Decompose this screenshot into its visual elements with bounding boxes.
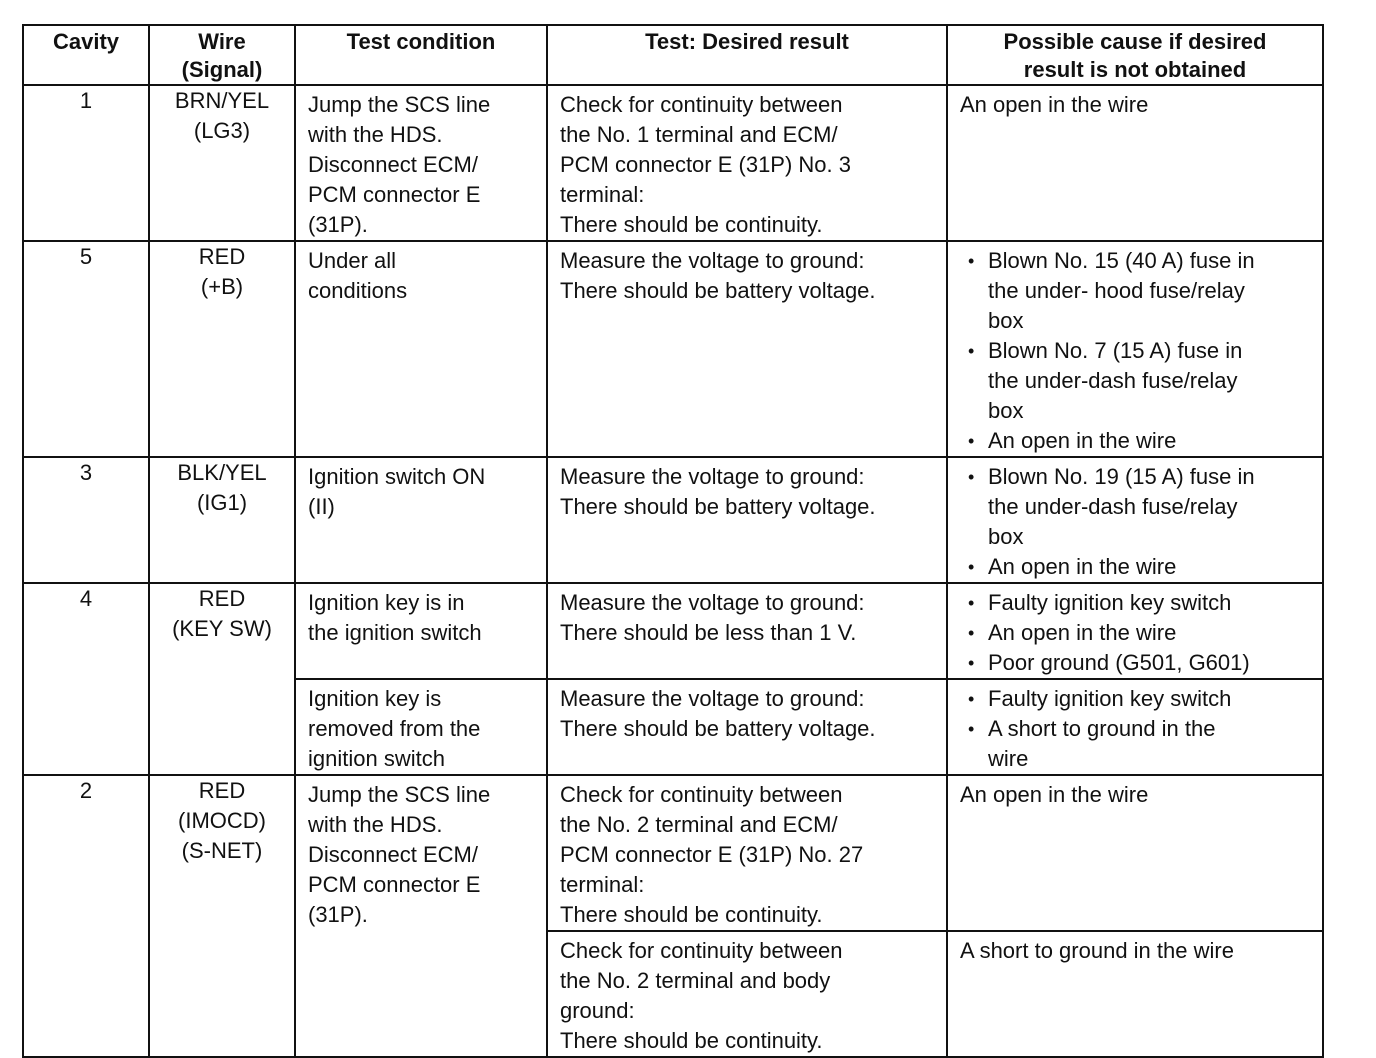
wire-cell: BLK/YEL (IG1) (149, 457, 295, 583)
header-cavity: Cavity (23, 25, 149, 85)
table-row (23, 583, 1323, 679)
wire-cell: RED (IMOCD) (S-NET) (149, 775, 295, 1057)
cause-item: • An open in the wire (966, 426, 1316, 456)
condition-cell: Under all conditions (295, 241, 547, 457)
result-cell: Check for continuity between the No. 2 terminal and ECM/ PCM connector E (31P) No. 27 terminal: There should be continuity. (547, 775, 947, 931)
wire-cell: RED (+B) (149, 241, 295, 457)
header-possible-cause: Possible cause if desired result is not obtained (947, 25, 1323, 85)
cavity-cell: 4 (23, 583, 149, 775)
cause-cell: A short to ground in the wire (947, 931, 1323, 1057)
cavity-cell: 1 (23, 85, 149, 241)
cause-item: • Blown No. 15 (40 A) fuse in the under- hood fuse/relay box (966, 246, 1316, 336)
table-row (23, 85, 1323, 241)
cause-item: • Blown No. 19 (15 A) fuse in the under-dash fuse/relay box (966, 462, 1316, 552)
table-row (23, 241, 1323, 457)
condition-cell: Ignition switch ON (II) (295, 457, 547, 583)
cause-cell (947, 679, 1323, 775)
cavity-cell: 2 (23, 775, 149, 1057)
header-wire: Wire (Signal) (149, 25, 295, 85)
cause-item: • Poor ground (G501, G601) (966, 648, 1316, 678)
result-cell: Check for continuity between the No. 2 terminal and body ground: There should be continuity. (547, 931, 947, 1057)
result-cell: Measure the voltage to ground: There should be battery voltage. (547, 241, 947, 457)
cavity-cell: 5 (23, 241, 149, 457)
cause-item: • Faulty ignition key switch (966, 588, 1316, 618)
result-cell: Measure the voltage to ground: There should be battery voltage. (547, 457, 947, 583)
cavity-cell: 3 (23, 457, 149, 583)
condition-cell: Ignition key is in the ignition switch (295, 583, 547, 679)
header-test-condition: Test condition (295, 25, 547, 85)
result-cell: Measure the voltage to ground: There should be less than 1 V. (547, 583, 947, 679)
table-row (23, 775, 1323, 931)
cause-cell: An open in the wire (947, 85, 1323, 241)
header-row (23, 25, 1323, 85)
condition-cell: Jump the SCS line with the HDS. Disconnect ECM/ PCM connector E (31P). (295, 85, 547, 241)
cause-cell (947, 457, 1323, 583)
cause-item: • Faulty ignition key switch (966, 684, 1316, 714)
cause-item: • A short to ground in the wire (966, 714, 1316, 774)
diagnosis-table (22, 24, 1324, 1058)
cause-cell (947, 583, 1323, 679)
cause-cell: An open in the wire (947, 775, 1323, 931)
wire-cell: BRN/YEL (LG3) (149, 85, 295, 241)
cause-item: • An open in the wire (966, 552, 1316, 582)
cause-cell (947, 241, 1323, 457)
cause-item: • Blown No. 7 (15 A) fuse in the under-dash fuse/relay box (966, 336, 1316, 426)
cause-item: • An open in the wire (966, 618, 1316, 648)
result-cell: Measure the voltage to ground: There should be battery voltage. (547, 679, 947, 775)
condition-cell: Jump the SCS line with the HDS. Disconnect ECM/ PCM connector E (31P). (295, 775, 547, 1057)
table-row (23, 457, 1323, 583)
condition-cell: Ignition key is removed from the ignition switch (295, 679, 547, 775)
wire-cell: RED (KEY SW) (149, 583, 295, 775)
result-cell: Check for continuity between the No. 1 terminal and ECM/ PCM connector E (31P) No. 3 terminal: There should be continuity. (547, 85, 947, 241)
header-desired-result: Test: Desired result (547, 25, 947, 85)
